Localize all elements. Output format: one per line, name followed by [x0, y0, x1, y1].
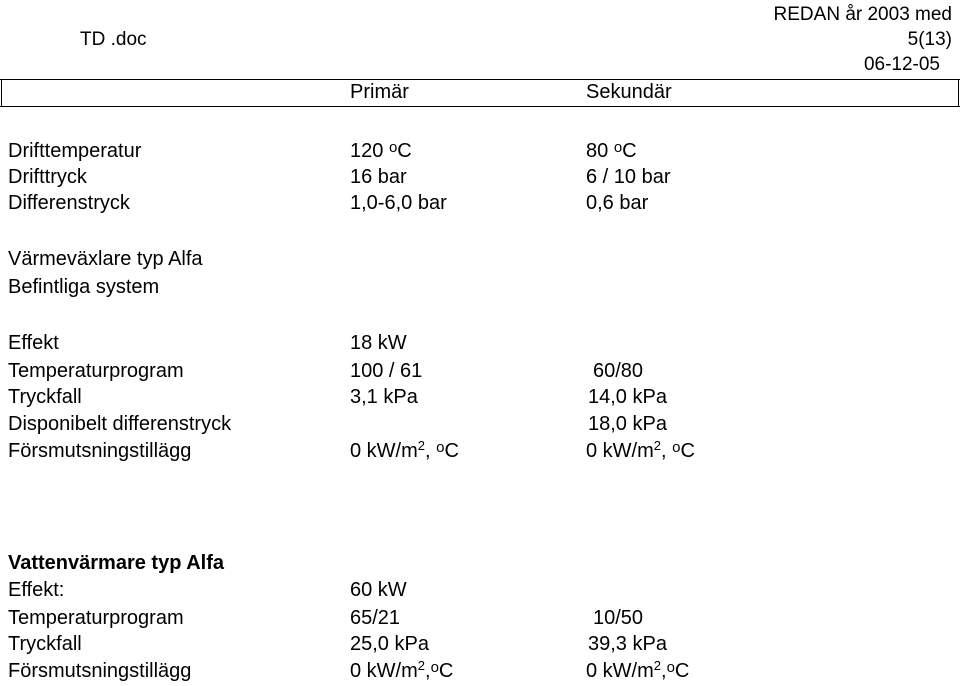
- primary-value: 3,1 kPa: [350, 386, 418, 408]
- row-label: Drifttemperatur: [8, 140, 142, 162]
- section-title: Värmeväxlare typ Alfa: [8, 248, 203, 270]
- row-label: Differenstryck: [8, 192, 130, 214]
- superscript: 2: [653, 438, 662, 453]
- unit-text: C: [438, 660, 454, 682]
- primary-value: [350, 438, 459, 462]
- value-text: 120: [350, 140, 389, 162]
- document-filename: TD .doc: [80, 29, 147, 50]
- header-left-border: [1, 80, 2, 106]
- column-header-secondary: Sekundär: [586, 81, 672, 103]
- secondary-value: 14,0 kPa: [588, 386, 667, 408]
- column-header-primary: Primär: [350, 81, 409, 103]
- separator: ,: [425, 660, 431, 682]
- superscript: 2: [417, 438, 426, 453]
- primary-value: [350, 658, 454, 682]
- degree-symbol: o: [666, 659, 675, 676]
- section-subtitle: Befintliga system: [8, 276, 160, 298]
- value-text: 0 kW/m: [350, 660, 418, 682]
- row-label: Effekt: [8, 332, 59, 354]
- superscript: 2: [417, 658, 426, 673]
- unit-text: C: [680, 440, 695, 462]
- value-text: 0 kW/m: [586, 660, 654, 682]
- primary-value: 1,0-6,0 bar: [350, 192, 447, 214]
- value-text: 80: [586, 140, 614, 162]
- secondary-value: 39,3 kPa: [588, 633, 667, 655]
- separator: ,: [425, 440, 437, 462]
- row-label: Temperaturprogram: [8, 360, 184, 382]
- row-label: Effekt:: [8, 579, 65, 601]
- secondary-value: [586, 141, 637, 161]
- primary-value: 100 / 61: [350, 360, 423, 382]
- row-label: Försmutsningstillägg: [8, 660, 192, 682]
- unit-text: C: [444, 440, 459, 462]
- page-number: 5(13): [907, 29, 952, 50]
- secondary-value: 10/50: [593, 607, 644, 629]
- header-bottom-rule: [0, 106, 960, 107]
- degree-symbol: o: [672, 439, 681, 456]
- degree-symbol: o: [430, 659, 439, 676]
- degree-symbol: o: [388, 139, 398, 156]
- header-top-rule: [0, 79, 960, 80]
- section-title: Vattenvärmare typ Alfa: [8, 552, 225, 574]
- value-text: 0 kW/m: [586, 440, 654, 462]
- secondary-value: [586, 658, 690, 682]
- row-label: Drifttryck: [8, 166, 87, 188]
- secondary-value: 6 / 10 bar: [586, 166, 671, 188]
- primary-value: 65/21: [350, 607, 401, 629]
- row-label: Tryckfall: [8, 633, 82, 655]
- secondary-value: 0,6 bar: [586, 192, 649, 214]
- secondary-value: 18,0 kPa: [588, 413, 667, 435]
- secondary-value: [586, 438, 695, 462]
- unit-text: C: [622, 140, 637, 162]
- primary-value: 60 kW: [350, 579, 407, 601]
- primary-value: [350, 141, 412, 161]
- document-date: 06-12-05: [863, 54, 940, 75]
- primary-value: 16 bar: [350, 166, 407, 188]
- row-label: Tryckfall: [8, 386, 82, 408]
- separator: ,: [661, 660, 667, 682]
- row-label: Försmutsningstillägg: [8, 440, 192, 462]
- row-label: Temperaturprogram: [8, 607, 184, 629]
- secondary-value: 60/80: [593, 360, 644, 382]
- superscript: 2: [653, 658, 662, 673]
- row-label: Disponibelt differenstryck: [8, 413, 232, 435]
- degree-symbol: o: [613, 139, 623, 156]
- unit-text: C: [397, 140, 412, 162]
- header-right-border: [958, 80, 959, 106]
- company-header: REDAN år 2003 med: [773, 4, 952, 25]
- primary-value: 25,0 kPa: [350, 633, 429, 655]
- unit-text: C: [674, 660, 690, 682]
- primary-value: 18 kW: [350, 332, 407, 354]
- separator: ,: [661, 440, 673, 462]
- value-text: 0 kW/m: [350, 440, 418, 462]
- degree-symbol: o: [436, 439, 445, 456]
